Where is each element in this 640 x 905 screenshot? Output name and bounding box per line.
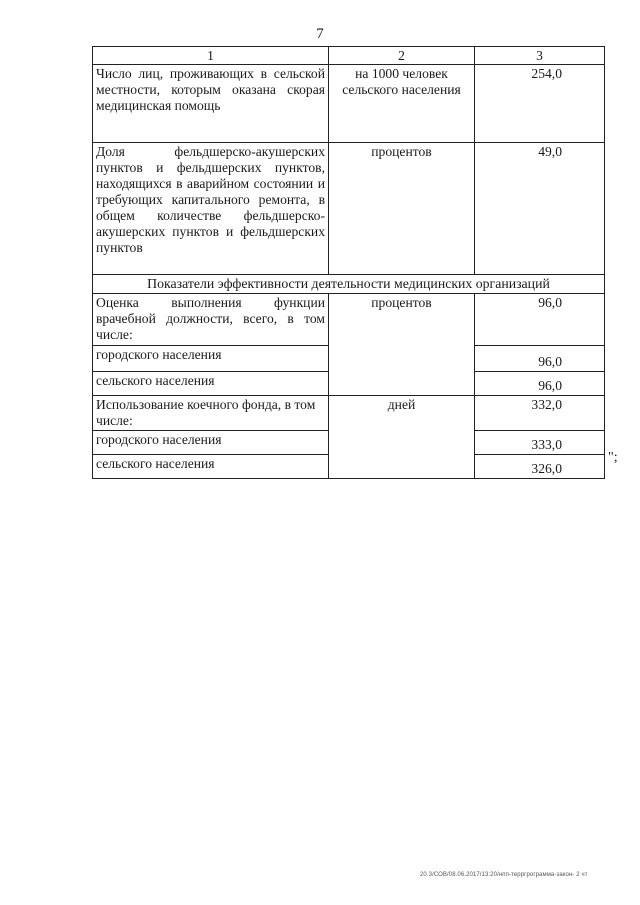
unit-cell: процентов bbox=[329, 143, 475, 275]
value-cell: 96,0 bbox=[475, 346, 605, 372]
unit-cell: процентов bbox=[329, 294, 475, 396]
table-row bbox=[93, 396, 605, 431]
unit-cell: на 1000 человек сельского населения bbox=[329, 65, 475, 143]
page-number: 7 bbox=[316, 26, 324, 42]
footer-stamp: 20.3/СОВ/08.06.2017/13:20/нпп-терргрограмма-закон- 2 чт bbox=[420, 872, 588, 878]
indicator-cell: Использование коечного фонда, в том числе: bbox=[93, 396, 329, 431]
section-row bbox=[93, 275, 605, 294]
table-header-row bbox=[93, 47, 605, 65]
indicator-cell: Доля фельдшерско-акушерских пунктов и фельдшерских пунктов, находящихся в аварийном состоянии и требующих капитального ремонта, в общем количестве фельдшерско-акушерских пунктов и фельдшерских пунктов bbox=[93, 143, 329, 275]
unit-cell: дней bbox=[329, 396, 475, 479]
table-row bbox=[93, 143, 605, 275]
table-row bbox=[93, 65, 605, 143]
sub-label-cell: сельского населения bbox=[93, 455, 329, 479]
closing-quote-mark: "; bbox=[608, 450, 618, 465]
value-cell: 49,0 bbox=[475, 143, 605, 275]
indicators-table bbox=[92, 46, 605, 479]
indicator-cell: Число лиц, проживающих в сельской местности, которым оказана скорая медицинская помощь bbox=[93, 65, 329, 143]
section-title: Показатели эффективности деятельности медицинских организаций bbox=[93, 275, 605, 294]
value-cell: 96,0 bbox=[475, 372, 605, 396]
header-col-2: 2 bbox=[329, 47, 475, 65]
value-cell: 326,0 bbox=[475, 455, 605, 479]
sub-label-cell: сельского населения bbox=[93, 372, 329, 396]
value-cell: 254,0 bbox=[475, 65, 605, 143]
header-col-1: 1 bbox=[93, 47, 329, 65]
table-row bbox=[93, 294, 605, 346]
value-cell: 332,0 bbox=[475, 396, 605, 431]
header-col-3: 3 bbox=[475, 47, 605, 65]
sub-label-cell: городского населения bbox=[93, 431, 329, 455]
indicator-cell: Оценка выполнения функции врачебной должности, всего, в том числе: bbox=[93, 294, 329, 346]
sub-label-cell: городского населения bbox=[93, 346, 329, 372]
value-cell: 96,0 bbox=[475, 294, 605, 346]
value-cell: 333,0 bbox=[475, 431, 605, 455]
